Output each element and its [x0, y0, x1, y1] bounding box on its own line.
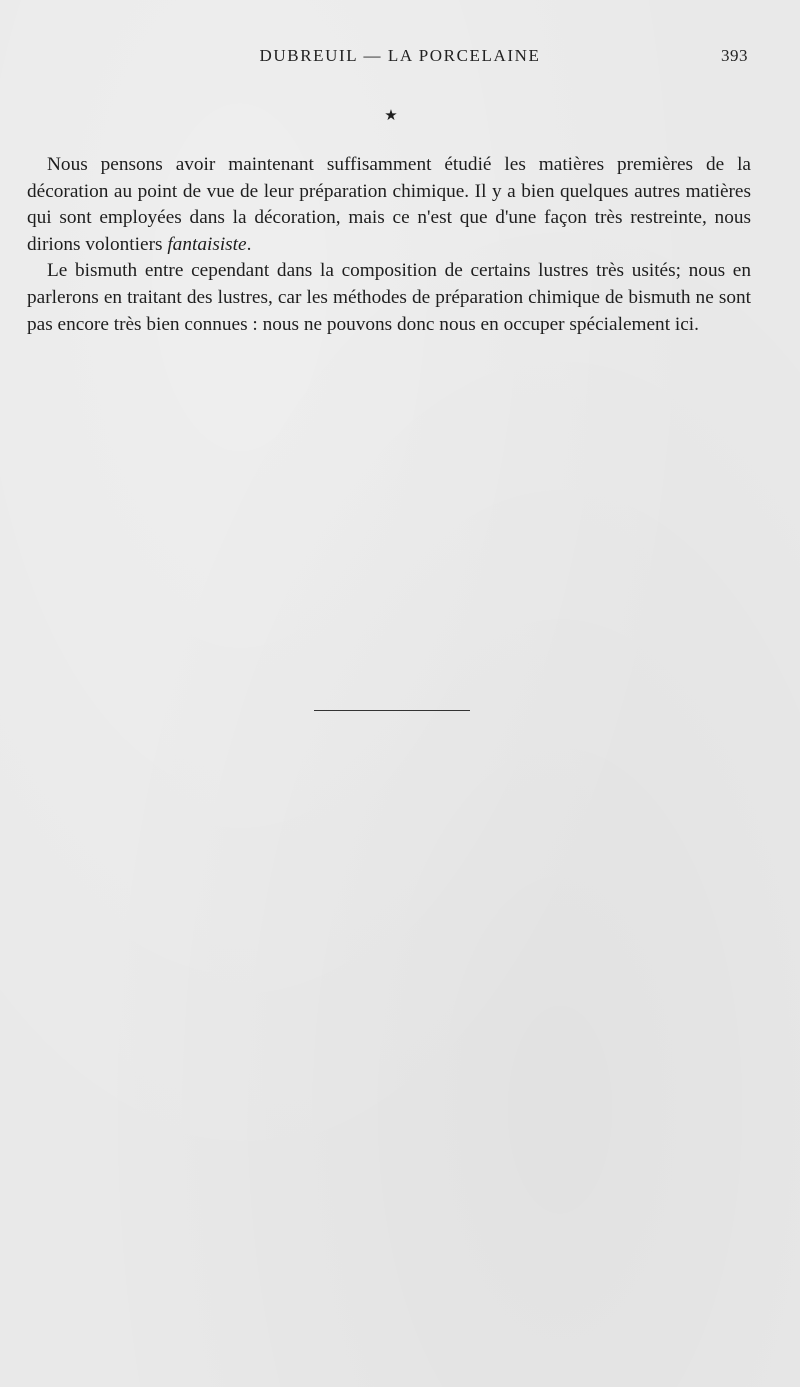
body-text	[27, 152, 751, 338]
paragraph-1	[27, 152, 751, 258]
paragraph-1-text: Nous pensons avoir maintenant suffisamment étudié les matières premières de la décoration au point de vue de leur préparation chimique. Il y a bien quelques autres matières qui sont employées dans la décoration, mais ce n'est que d'une façon très restreinte, nous dirions volontiers	[27, 154, 751, 255]
running-title: DUBREUIL — LA PORCELAINE	[259, 46, 541, 65]
paragraph-1-end: .	[246, 233, 252, 255]
running-head	[0, 44, 800, 68]
star-ornament-icon: ★	[384, 108, 398, 124]
page-number: 393	[721, 46, 748, 65]
chapter-end-rule	[314, 710, 470, 711]
paragraph-2	[27, 258, 751, 338]
paragraph-2-text: Le bismuth entre cependant dans la composition de certains lustres très usités; nous en parlerons en traitant des lustres, car les méthodes de préparation chimique de bismuth ne sont pas encore très bien connues : nous ne pouvons donc nous en occuper spécialement ici.	[27, 260, 751, 335]
paragraph-1-italic: fantaisiste	[167, 233, 247, 255]
